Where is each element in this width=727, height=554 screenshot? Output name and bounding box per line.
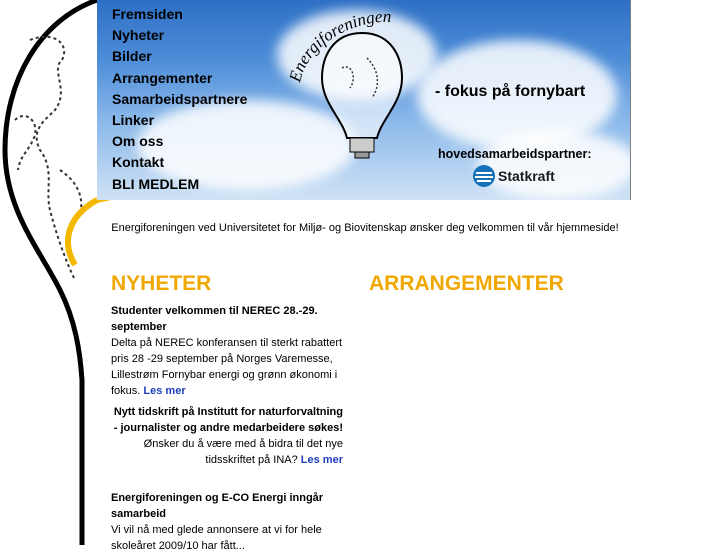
news-body: Vi vil nå med glede annonsere at vi for hele skoleåret 2009/10 har fått... [111, 524, 322, 552]
welcome-text: Energiforeningen ved Universitetet for Miljø- og Biovitenskap ønsker deg velkommen til vår hjemmeside! [111, 222, 619, 234]
nav-item-linker[interactable]: Linker [112, 111, 155, 128]
news-body: Delta på NEREC konferansen til sterkt rabattert pris 28 -29 september på Norges Varemesse, Lillestrøm Fornybar energi og grønn økonomi i fokus. [111, 337, 343, 397]
partner-label: hovedsamarbeidspartner: [438, 147, 592, 161]
nav-item-bilder[interactable]: Bilder [112, 48, 152, 65]
logo-wordmark: nergiforeningen [290, 8, 392, 75]
news-heading: NYHETER [111, 272, 212, 295]
nav-item-bli-medlem[interactable]: BLI MEDLEM [112, 175, 200, 192]
events-heading: ARRANGEMENTER [369, 272, 564, 295]
read-more-link[interactable]: Les mer [143, 385, 186, 397]
news-title: Energiforeningen og E-CO Energi inngår samarbeid [111, 492, 324, 520]
statkraft-name: Statkraft [498, 168, 555, 184]
news-title: Nytt tidskrift på Institutt for naturforvaltning - journalister og andre medarbeidere søkes! [113, 406, 343, 434]
main-nav [112, 4, 247, 195]
statkraft-logo-icon [472, 164, 496, 188]
svg-text:Energiforeningen [290, 8, 391, 85]
nav-item-fremsiden[interactable]: Fremsiden [112, 6, 183, 22]
news-item [111, 404, 343, 468]
news-item [111, 303, 343, 399]
nav-item-samarbeidspartnere[interactable]: Samarbeidspartnere [112, 90, 248, 107]
nav-item-om-oss[interactable]: Om oss [112, 133, 164, 150]
news-body: Ønsker du å være med å bidra til det nye tidsskriftet på INA? [143, 438, 343, 466]
nav-item-nyheter[interactable]: Nyheter [112, 27, 165, 44]
read-more-link[interactable]: Les mer [300, 454, 343, 466]
statkraft-logo-link[interactable] [472, 164, 602, 190]
nav-item-arrangementer[interactable]: Arrangementer [112, 69, 213, 86]
tagline: - fokus på fornybart [435, 83, 586, 100]
news-item [111, 490, 343, 554]
nav-item-kontakt[interactable]: Kontakt [112, 154, 165, 171]
news-title: Studenter velkommen til NEREC 28.-29. september [111, 305, 318, 333]
logo-text [290, 8, 430, 88]
